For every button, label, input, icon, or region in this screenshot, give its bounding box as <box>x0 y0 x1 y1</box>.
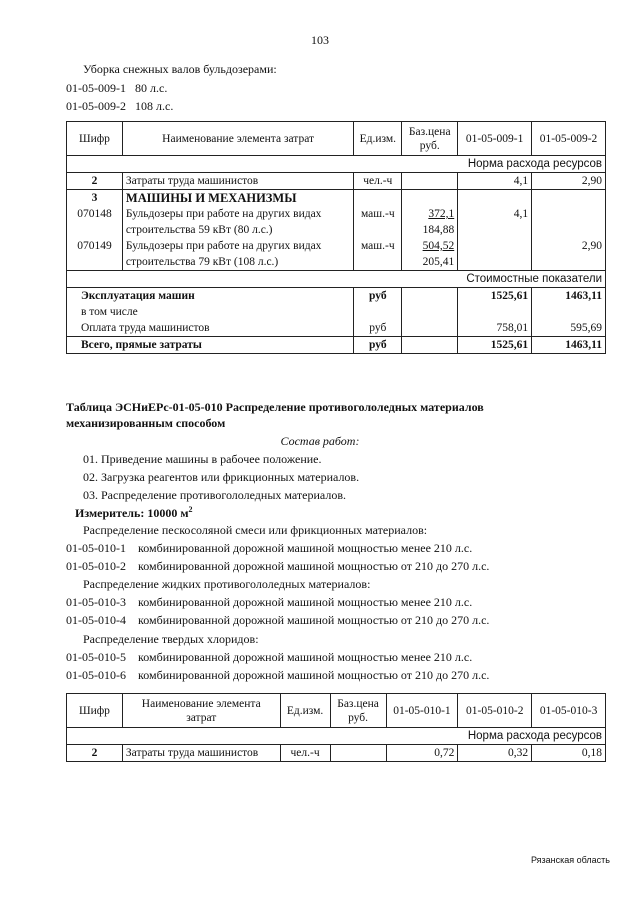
row-price <box>402 206 458 238</box>
group-code: 01-05-010-4 <box>66 613 126 627</box>
row-value-1 <box>458 238 532 271</box>
group-code: 01-05-010-6 <box>66 668 126 682</box>
table-title: Таблица ЭСНиЕРс-01-05-010 Распределение противогололедных материалов <box>66 400 484 414</box>
group-text: комбинированной дорожной машиной мощностью от 210 до 270 л.с. <box>138 613 490 627</box>
cost-caption-row <box>67 271 606 288</box>
page-number: 103 <box>311 33 329 47</box>
header-col-2: 01-05-010-2 <box>458 694 532 728</box>
norm-caption: Норма расхода ресурсов <box>67 728 606 745</box>
header-col-1: 01-05-010-1 <box>386 694 458 728</box>
cost-row <box>67 288 606 305</box>
row-value-1: 4,1 <box>458 173 532 190</box>
row-value-2: 0,32 <box>458 745 532 762</box>
row-value-2 <box>532 206 606 238</box>
measure-sup: 2 <box>188 505 193 514</box>
cost-caption: Стоимостные показатели <box>67 271 606 288</box>
row-value-2: 2,90 <box>532 173 606 190</box>
group-title: Распределение твердых хлоридов: <box>83 632 259 646</box>
price-line: 205,41 <box>422 256 455 268</box>
section-row <box>67 190 606 207</box>
table-row <box>67 238 606 271</box>
cost-row <box>67 337 606 354</box>
group-item <box>66 650 472 665</box>
row-code: 070149 <box>67 238 123 271</box>
group-title: Распределение пескосоляной смеси или фрикционных материалов: <box>83 523 428 537</box>
header-price-line: руб. <box>348 711 369 724</box>
header-col-1: 01-05-009-1 <box>458 122 532 156</box>
row-code: 2 <box>67 745 123 762</box>
header-unit: Ед.изм. <box>354 122 402 156</box>
group-item <box>66 541 472 556</box>
group-item <box>66 559 489 574</box>
table-row <box>67 745 606 762</box>
group-item <box>66 613 489 628</box>
header-name-line: затрат <box>186 711 217 724</box>
row-value-1: 4,1 <box>458 206 532 238</box>
intro-text: 80 л.с. <box>135 81 168 95</box>
header-col-3: 01-05-010-3 <box>532 694 606 728</box>
table-row <box>67 206 606 238</box>
section-name: МАШИНЫ И МЕХАНИЗМЫ <box>122 190 353 207</box>
row-value-3: 0,18 <box>532 745 606 762</box>
row-name-line: строительства 79 кВт (108 л.с.) <box>125 256 279 268</box>
row-name: Затраты труда машинистов <box>122 745 280 762</box>
cost-value-1: 758,01 <box>458 320 532 337</box>
header-unit: Ед.изм. <box>280 694 330 728</box>
measure-unit <box>75 505 193 521</box>
table-row <box>67 173 606 190</box>
row-unit: чел.-ч <box>354 173 402 190</box>
work-item: 03. Распределение противогололедных материалов. <box>83 488 346 502</box>
intro-heading: Уборка снежных валов бульдозерами: <box>83 62 277 76</box>
table-header-row <box>67 122 606 156</box>
cost-row <box>67 304 606 320</box>
group-code: 01-05-010-5 <box>66 650 126 664</box>
intro-item <box>66 99 173 114</box>
norm-caption-row <box>67 728 606 745</box>
row-price <box>402 173 458 190</box>
group-code: 01-05-010-2 <box>66 559 126 573</box>
header-name: Наименование элемента затрат <box>122 122 353 156</box>
group-item <box>66 595 472 610</box>
row-name: Затраты труда машинистов <box>122 173 353 190</box>
row-name-line: строительства 59 кВт (80 л.с.) <box>125 224 273 236</box>
cost-name: Всего, прямые затраты <box>67 337 354 354</box>
norm-caption-row <box>67 156 606 173</box>
group-text: комбинированной дорожной машиной мощностью от 210 до 270 л.с. <box>138 559 490 573</box>
row-name <box>122 238 353 271</box>
row-value-1: 0,72 <box>386 745 458 762</box>
header-name <box>122 694 280 728</box>
cost-unit: руб <box>354 320 402 337</box>
price-line: 184,88 <box>422 224 455 236</box>
row-code: 2 <box>67 173 123 190</box>
group-code: 01-05-010-3 <box>66 595 126 609</box>
intro-item <box>66 81 167 96</box>
work-item: 01. Приведение машины в рабочее положение. <box>83 452 322 466</box>
works-title: Состав работ: <box>280 434 360 448</box>
price-line: 372,1 <box>428 208 455 220</box>
group-text: комбинированной дорожной машиной мощностью менее 210 л.с. <box>138 595 473 609</box>
group-text: комбинированной дорожной машиной мощностью от 210 до 270 л.с. <box>138 668 490 682</box>
header-price <box>330 694 386 728</box>
group-text: комбинированной дорожной машиной мощностью менее 210 л.с. <box>138 541 473 555</box>
row-unit: маш.-ч <box>354 238 402 271</box>
group-text: комбинированной дорожной машиной мощностью менее 210 л.с. <box>138 650 473 664</box>
norm-caption: Норма расхода ресурсов <box>67 156 606 173</box>
cost-unit: руб <box>354 288 402 305</box>
cost-name: Оплата труда машинистов <box>67 320 354 337</box>
row-name-line: Бульдозеры при работе на других видах <box>125 208 322 220</box>
cost-value-1: 1525,61 <box>458 337 532 354</box>
row-price <box>402 238 458 271</box>
header-code: Шифр <box>67 122 123 156</box>
price-line: 504,52 <box>422 240 455 252</box>
table-title: механизированным способом <box>66 416 226 430</box>
group-code: 01-05-010-1 <box>66 541 126 555</box>
measure-label: Измеритель: 10000 м <box>75 506 189 520</box>
cost-row <box>67 320 606 337</box>
table-header-row <box>67 694 606 728</box>
resource-table-1 <box>66 121 606 354</box>
header-price-line: Баз.цена <box>337 697 379 710</box>
row-price <box>330 745 386 762</box>
intro-code: 01-05-009-2 <box>66 99 126 113</box>
cost-name: Эксплуатация машин <box>67 288 354 305</box>
group-title: Распределение жидких противогололедных материалов: <box>83 577 371 591</box>
cost-name: в том числе <box>67 304 354 320</box>
cost-value-2: 595,69 <box>532 320 606 337</box>
intro-code: 01-05-009-1 <box>66 81 126 95</box>
section-code: 3 <box>67 190 123 207</box>
header-name-line: Наименование элемента <box>141 697 261 710</box>
work-item: 02. Загрузка реагентов или фрикционных материалов. <box>83 470 360 484</box>
row-code: 070148 <box>67 206 123 238</box>
row-name <box>122 206 353 238</box>
row-name-line: Бульдозеры при работе на других видах <box>125 240 322 252</box>
resource-table-2 <box>66 693 606 762</box>
footer-region: Рязанская область <box>530 855 610 865</box>
cost-value-1: 1525,61 <box>458 288 532 305</box>
cost-value-2: 1463,11 <box>532 288 606 305</box>
header-col-2: 01-05-009-2 <box>532 122 606 156</box>
intro-text: 108 л.с. <box>135 99 174 113</box>
row-value-2: 2,90 <box>532 238 606 271</box>
header-price: Баз.цена руб. <box>402 122 458 156</box>
cost-unit: руб <box>354 337 402 354</box>
row-unit: маш.-ч <box>354 206 402 238</box>
group-item <box>66 668 489 683</box>
cost-value-2: 1463,11 <box>532 337 606 354</box>
header-code: Шифр <box>67 694 123 728</box>
row-unit: чел.-ч <box>280 745 330 762</box>
